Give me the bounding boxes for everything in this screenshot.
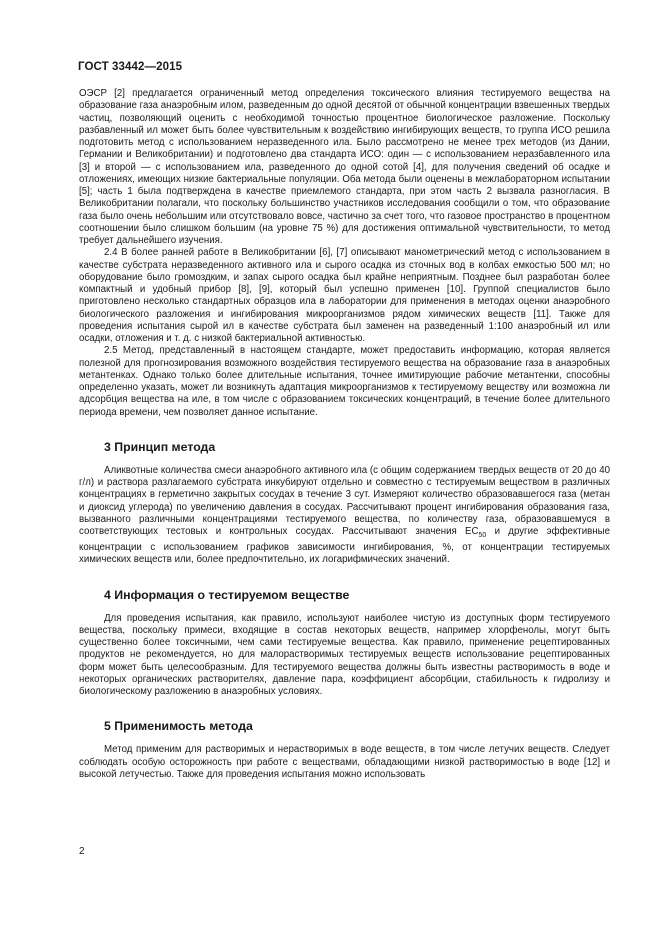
paragraph-oecd: ОЭСР [2] предлагается ограниченный метод определения токсического влияния тестируемого вещества на образование газа анаэробным илом, разведенным до одной десятой от обычной концентрации взвешенных твердых частиц, позволяющий оценить с необходимой точностью процентное биологическое разложение. Поскольку разбавленный ил может быть более чувствительным к воздействию ингибирующих веществ, то группа ИСО решила подготовить метод с использованием неразведенного ила. Было рассмотрено не менее трех методов (из Дании, Германии и Великобритании) и подготовлено два стандарта ИСО: один — с использованием неразбавленного ила [3] и второй — с использованием ила, разведенного до одной сотой [4], для получения сведений об осадке и отложениях, имеющих низкие бактериальные популяции. Оба метода были оценены в межлабораторном испытании [5]; часть 1 была подтверждена в качестве приемлемого стандарта, при этом часть 2 вызвала разногласия. В Великобритании полагали, что поскольку большинство участников исследования сообщили о том, что образование газа было очень небольшим или отсутствовало вовсе, частично за счет того, что газовое пространство в процентном соотношении было слишком большим (на уровне 75 %) для достижения оптимальной чувствительности, то метод требует дальнейшего изучения. bbox=[79, 88, 610, 246]
page-number: 2 bbox=[79, 846, 85, 857]
document-body bbox=[79, 88, 610, 781]
section-3-heading: 3 Принцип метода bbox=[104, 439, 216, 454]
section-3-text-tail: и другие эффективные концентрации с использованием графиков зависимости ингибирования, %, от концентрации тестируемых химических веществ или, более предпочтительно, их логарифмических значений. bbox=[79, 526, 610, 566]
section-3-paragraph bbox=[79, 465, 610, 567]
section-5-heading: 5 Применимость метода bbox=[104, 719, 253, 734]
section-4-paragraph: Для проведения испытания, как правило, используют наиболее чистую из доступных форм тестируемого вещества, поскольку примеси, входящие в состав некоторых веществ, например хлорфенолы, могут быть существенно более токсичными, чем сами тестируемые вещества. Как правило, применение рецептированных продуктов не рекомендуется, но для малорастворимых тестируемых веществ использование рецептированных форм может быть целесообразным. Для тестируемого вещества должны быть известны растворимость в воде и некоторых органических растворителях, давление пара, коэффициент абсорбции, стабильность к гидролизу и биологическому разложению в анаэробных условиях. bbox=[79, 612, 610, 698]
ec50-subscript: 50 bbox=[478, 531, 487, 539]
paragraph-2-4: 2.4 В более ранней работе в Великобритании [6], [7] описывают манометрический метод с использованием в качестве субстрата неразведенного активного ила и сырого осадка из сточных вод в колбах емкостью 500 мл; но оборудование было громоздким, и запах сырого осадка был крайне неприятным. Позднее был разработан более компактный и удобный прибор [8], [9], который был успешно применен [10]. Группой специалистов было приготовлено несколько стандартных образцов ила в лаборатории для применения в методах оценки анаэробного биологического разложения и ингибирования микроорганизмов рядом химических веществ [11]. Также для проведения испытания сырой ил в качестве субстрата был заменен на разведенный 1:100 анаэробный ил или осадки, отложения и т. д. с низкой бактериальной активностью. bbox=[79, 247, 610, 344]
document-header: ГОСТ 33442—2015 bbox=[78, 61, 183, 73]
section-5-paragraph: Метод применим для растворимых и нерастворимых в воде веществ, в том числе летучих веществ. Следует соблюдать особую осторожность при работе с веществами, обладающими низкой растворимостью в воде [12] и высокой летучестью. Также для проведения испытания можно использовать bbox=[79, 744, 610, 780]
section-3-text: Аликвотные количества смеси анаэробного активного ила (с общим содержанием твердых веществ от 20 до 40 г/л) и раствора разлагаемого субстрата инкубируют отдельно и совместно с тестируемым веществом в различных концентрациях в герметично закрытых сосудах в течение 3 сут. Измеряют количество образовавшегося газа (метан и диоксид углерода) по увеличению давления в сосудах. Рассчитывают процент ингибирования образования газа, вызванного различными концентрациями тестируемого вещества, по количеству газа, образовавшемуся в соответствующих тестовых и контрольных сосудах. Рассчитывают значения EC bbox=[79, 464, 610, 537]
paragraph-2-5: 2.5 Метод, представленный в настоящем стандарте, может предоставить информацию, которая является полезной для прогнозирования возможного воздействия тестируемого вещества на образование газа в анаэробных метантенках. Однако только более длительные испытания, точнее имитирующие рабочие метантенки, способны определенно указать, может ли возникнуть адаптация микроорганизмов к тестируемому веществу или возможна ли адсорбция вещества на иле, в том числе с образованием токсических концентраций, в течение более длительного периода времени, чем позволяет данное испытание. bbox=[79, 345, 610, 418]
section-4-heading: 4 Информация о тестируемом веществе bbox=[104, 587, 350, 602]
